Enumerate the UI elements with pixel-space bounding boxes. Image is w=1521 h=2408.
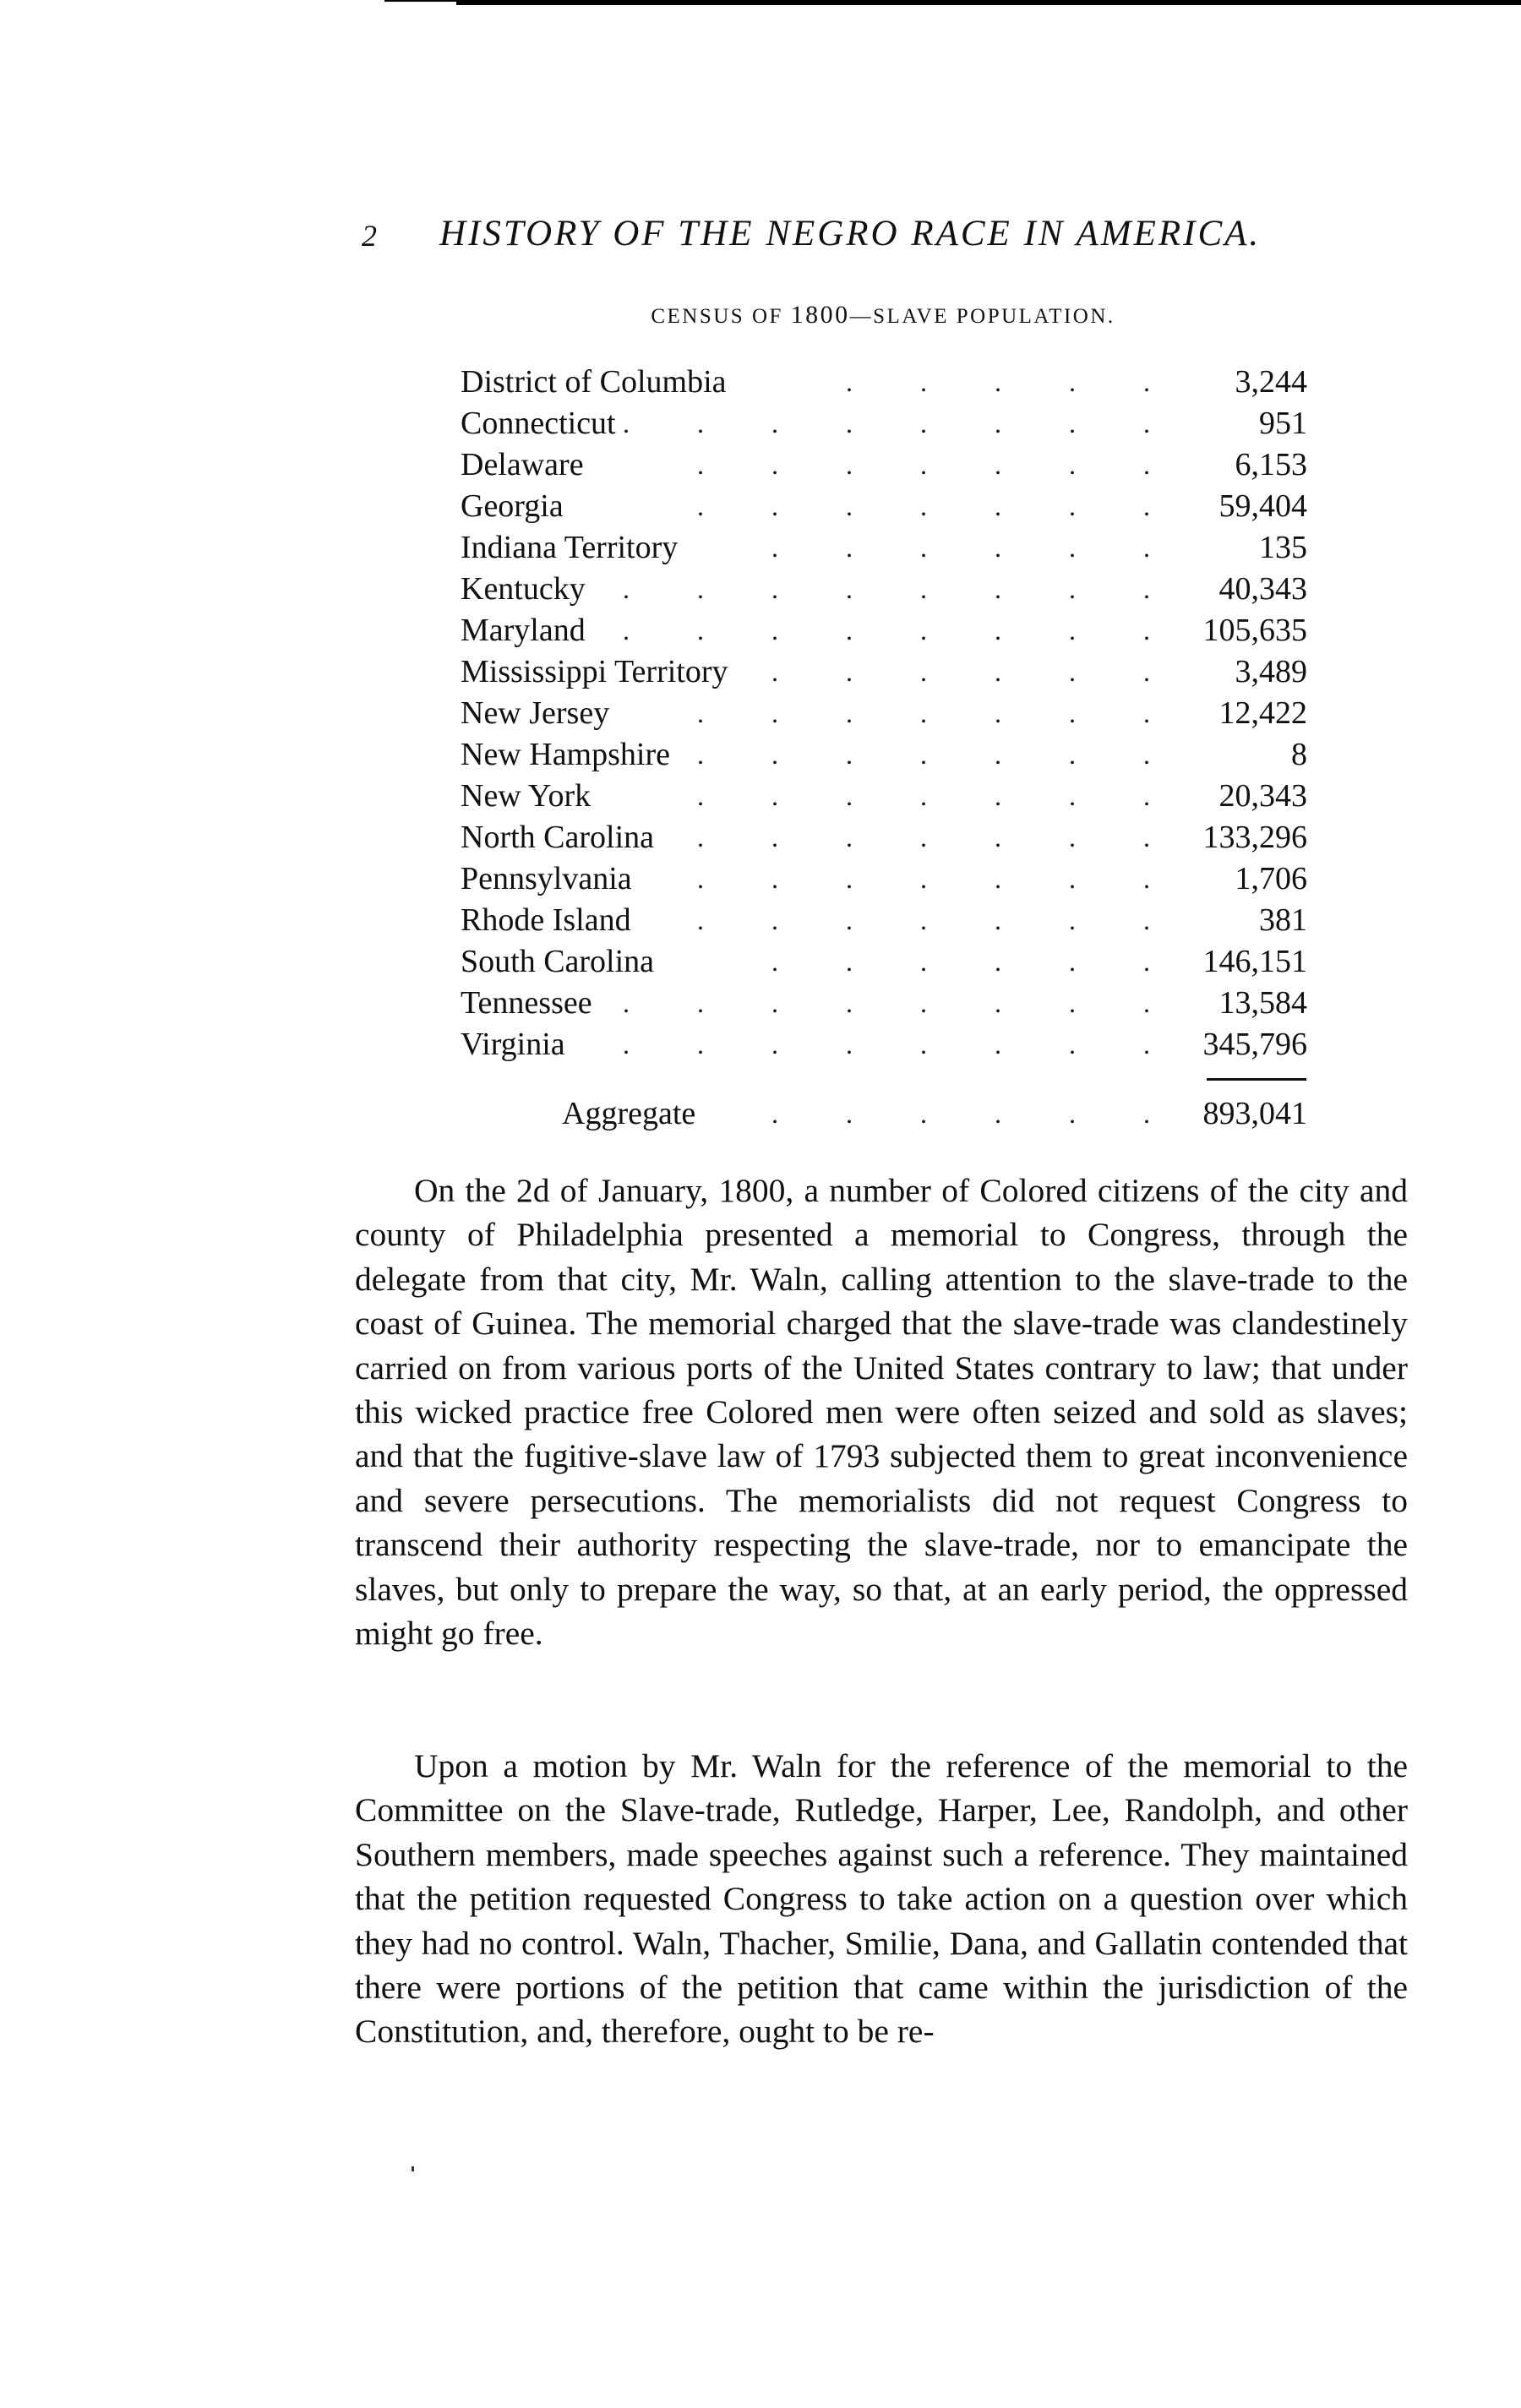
leader-dots: . . . . . . [771,532,1180,563]
page-number: 2 [362,219,377,253]
row-value: 6,153 [1235,447,1307,482]
row-value: 133,296 [1202,820,1307,855]
row-name: Delaware [461,447,584,482]
row-value: 8 [1291,737,1307,772]
table-title-suffix: —SLAVE POPULATION. [849,305,1115,328]
table-row [461,403,1307,444]
table-row [461,1024,1307,1065]
row-name: New Hampshire [461,737,670,772]
row-name: Virginia [461,1027,565,1062]
running-title: HISTORY OF THE NEGRO RACE IN AMERICA. [439,214,1262,253]
row-value: 13,584 [1218,985,1307,1021]
table-row [461,776,1307,817]
row-name: Georgia [461,488,564,524]
row-name: Rhode Island [461,902,631,938]
leader-dots: . . . . . . . [697,449,1180,480]
leader-dots: . . . . . . . . [623,408,1180,439]
table-row [461,734,1307,776]
scan-speck [412,2166,414,2171]
aggregate-value: 893,041 [1202,1096,1307,1131]
page-header [362,213,1409,264]
row-value: 345,796 [1202,1027,1307,1062]
leader-dots: . . . . . [846,367,1180,397]
leader-dots: . . . . . . . [697,905,1180,935]
sum-rule [1207,1078,1306,1081]
table-title [0,301,1521,330]
row-name: Connecticut [461,406,616,441]
row-name: New Jersey [461,695,610,731]
table-row [461,858,1307,900]
leader-dots: . . . . . . . . [623,1029,1180,1060]
leader-dots: . . . . . . [771,946,1180,977]
row-name: North Carolina [461,820,655,855]
table-row [461,941,1307,983]
table-row [461,444,1307,486]
body-paragraph-2 [355,1744,1408,2054]
table-row [461,817,1307,858]
paragraph-text: On the 2d of January, 1800, a number of Colored citizens of the city and county of Philadelphia presented a memorial to Congress, through the delegate from that city, Mr. Waln, calling attention to the slave-trade to the coast of Guinea. The memorial charged that the slave-trade was clandestinely carried on from various ports of the United States contrary to law; that under this wicked practice free Colored men were often seized and sold as slaves; and that the fugitive-slave law of 1793 subjected them to great inconvenience and severe persecutions. The memorialists did not request Congress to transcend their authority respecting the slave-trade, nor to emancipate the slaves, but only to prepare the way, so that, at an early period, the oppressed might go free. [355,1172,1408,1653]
row-value: 1,706 [1235,861,1307,896]
leader-dots: . . . . . . . [697,822,1180,853]
row-name: District of Columbia [461,364,727,400]
leader-dots: . . . . . . . [697,864,1180,894]
table-title-year: 1800 [790,301,850,329]
row-name: South Carolina [461,944,655,979]
leader-dots: . . . . . . [771,656,1180,687]
table-row [461,569,1307,610]
table-row [461,486,1307,527]
row-value: 40,343 [1218,571,1307,607]
table-title-prefix: CENSUS OF [651,305,791,328]
row-value: 59,404 [1218,488,1307,524]
row-name: Kentucky [461,571,586,607]
row-value: 146,151 [1202,944,1307,979]
table-row [461,651,1307,693]
leader-dots: . . . . . . . [697,491,1180,521]
table-row [461,362,1307,403]
census-table [461,362,1307,1065]
table-row [461,983,1307,1024]
aggregate-row [461,1093,1307,1135]
leader-dots: . . . . . . . [697,739,1180,770]
body-paragraph-1 [355,1169,1408,1655]
row-name: Pennsylvania [461,861,632,896]
row-name: Indiana Territory [461,530,679,565]
table-row [461,527,1307,569]
table-row [461,693,1307,734]
row-value: 3,244 [1235,364,1307,400]
aggregate-label: Aggregate [562,1096,696,1131]
row-value: 381 [1259,902,1307,938]
row-value: 12,422 [1218,695,1307,731]
leader-dots: . . . . . . . . [623,615,1180,646]
row-value: 105,635 [1202,613,1307,648]
row-value: 3,489 [1235,654,1307,689]
row-name: Mississippi Territory [461,654,728,689]
table-row [461,610,1307,651]
row-name: Tennessee [461,985,592,1021]
row-value: 20,343 [1218,778,1307,814]
leader-dots: . . . . . . . . [623,574,1180,604]
row-name: Maryland [461,613,586,648]
scan-edge-shadow [456,0,1521,5]
row-name: New York [461,778,592,814]
leader-dots: . . . . . . . [697,781,1180,811]
paragraph-text: Upon a motion by Mr. Waln for the reference of the memorial to the Committee on the Slave-trade, Rutledge, Harper, Lee, Randolph, and other Southern members, made speeches against such a reference. They maintained that the petition requested Congress to take action on a question over which they had no control. Waln, Thacher, Smilie, Dana, and Gallatin contended that there were portions of the petition that came within the jurisdiction of the Constitution, and, therefore, ought to be re- [355,1747,1408,2051]
table-row [461,900,1307,941]
leader-dots: . . . . . . . [697,698,1180,728]
row-value: 951 [1259,406,1307,441]
leader-dots: . . . . . . [771,1098,1180,1129]
row-value: 135 [1259,530,1307,565]
leader-dots: . . . . . . . . [623,988,1180,1018]
